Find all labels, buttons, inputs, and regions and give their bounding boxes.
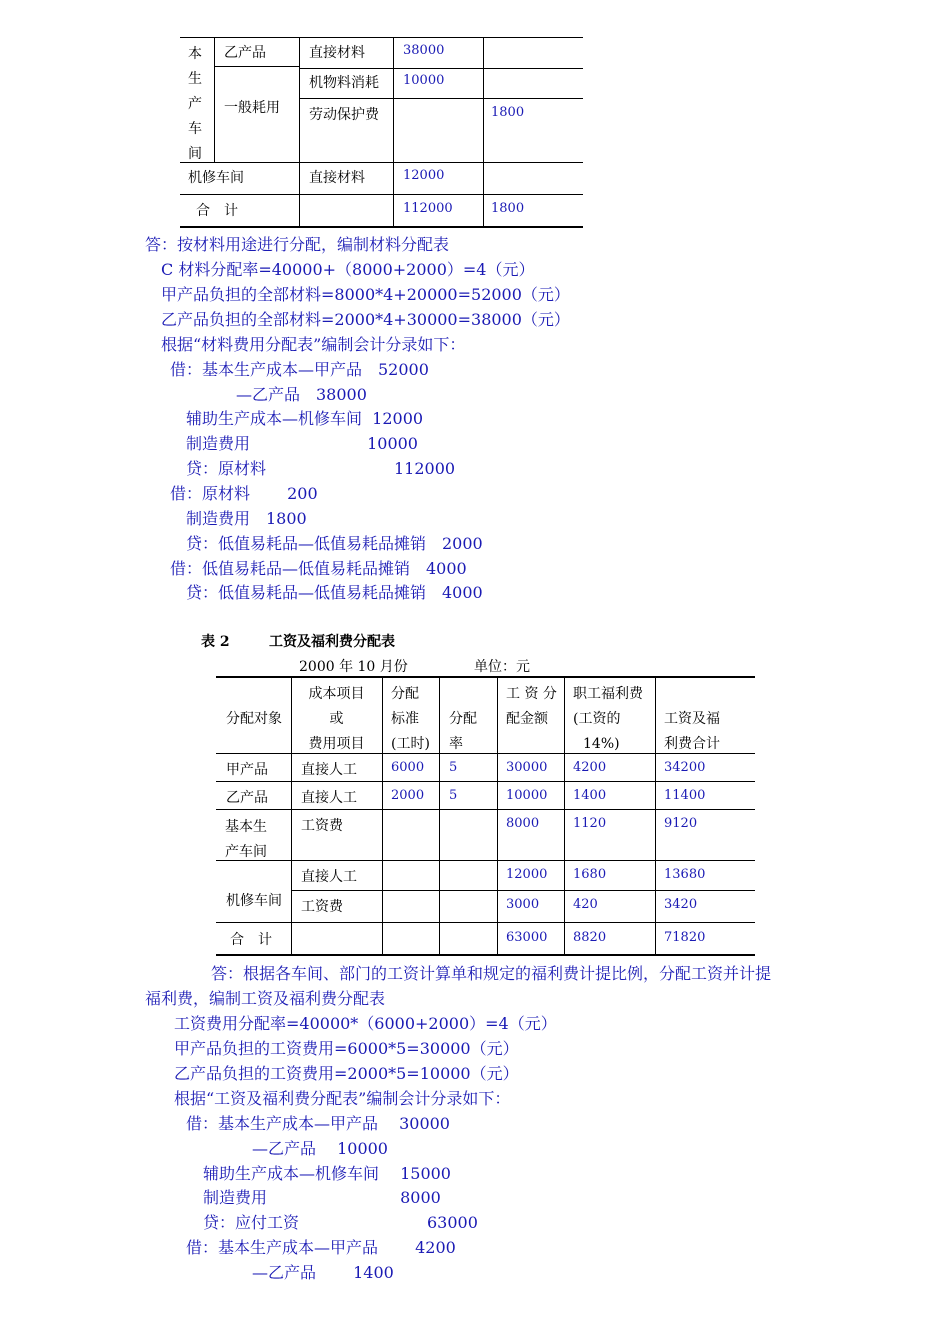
yi-product-cell: 乙产品	[224, 45, 266, 61]
answer-line: 答：根据各车间、部门的工资计算单和规定的福利费计提比例，分配工资并计提	[211, 964, 772, 983]
row-standard: 2000	[391, 788, 425, 803]
value-cell: 38000	[403, 43, 445, 58]
row-sum: 11400	[664, 788, 706, 803]
journal-line: 贷：低值易耗品—低值易耗品摊销 2000	[186, 534, 483, 553]
total-label: 合 计	[230, 932, 272, 948]
journal-line: 借：基本生产成本—甲产品 52000	[170, 360, 429, 379]
answer-line: C 材料分配率=40000+（8000+2000）=4（元）	[161, 260, 535, 279]
header-standard: 分配 标准 (工时)	[391, 686, 430, 752]
row-sum: 34200	[664, 760, 706, 775]
journal-line: 辅助生产成本—机修车间 15000	[203, 1164, 451, 1183]
row-welfare: 1400	[573, 788, 607, 803]
journal-line: 贷：原材料 112000	[186, 459, 456, 478]
row-welfare: 4200	[573, 760, 607, 775]
row-rate: 5	[449, 788, 458, 803]
row-welfare: 1120	[573, 816, 607, 831]
table-caption-number: 表 2	[201, 634, 230, 650]
total-sum: 71820	[664, 930, 706, 945]
row-amount: 30000	[506, 760, 548, 775]
row-item: 工资费	[301, 899, 343, 915]
journal-line: 贷：低值易耗品—低值易耗品摊销 4000	[186, 583, 483, 602]
direct-material-cell: 直接材料	[309, 45, 365, 61]
journal-line: 制造费用 1800	[186, 509, 307, 528]
row-sum: 9120	[664, 816, 698, 831]
answer-line: 工资费用分配率=40000*（6000+2000）=4（元）	[174, 1014, 557, 1033]
header-sum: 工资及福 利费合计	[664, 711, 720, 752]
row-item: 直接人工	[301, 762, 357, 778]
row-item: 工资费	[301, 818, 343, 834]
row-item: 直接人工	[301, 790, 357, 806]
repair-item-cell: 直接材料	[309, 170, 365, 186]
total-amount: 63000	[506, 930, 548, 945]
answer-line: 甲产品负担的工资费用=6000*5=30000（元）	[174, 1039, 519, 1058]
row-item: 直接人工	[301, 869, 357, 885]
journal-line: 借：原材料 200	[170, 484, 318, 503]
row-welfare: 420	[573, 897, 598, 912]
header-welfare: 职工福利费 (工资的 14%)	[573, 686, 643, 752]
total-label: 合 计	[196, 203, 238, 219]
general-use-cell: 一般耗用	[224, 100, 280, 116]
journal-line: 借：低值易耗品—低值易耗品摊销 4000	[170, 559, 467, 578]
row-amount: 12000	[506, 867, 548, 882]
value-cell: 1800	[491, 105, 525, 120]
header-rate: 分配 率	[449, 711, 477, 752]
table-unit: 单位：元	[474, 659, 530, 675]
journal-line: —乙产品 38000	[236, 385, 367, 404]
answer-line: 甲产品负担的全部材料=8000*4+20000=52000（元）	[161, 285, 570, 304]
header-object: 分配对象	[226, 711, 282, 727]
row-amount: 8000	[506, 816, 540, 831]
journal-line: —乙产品 10000	[252, 1139, 388, 1158]
labor-protection-cell: 劳动保护费	[309, 107, 379, 123]
table-caption-title: 工资及福利费分配表	[269, 634, 395, 650]
row-object: 基本生 产车间	[225, 819, 267, 860]
row-standard: 6000	[391, 760, 425, 775]
answer-line: 乙产品负担的工资费用=2000*5=10000（元）	[174, 1064, 519, 1083]
row-sum: 3420	[664, 897, 698, 912]
row-object: 乙产品	[226, 790, 268, 806]
journal-line: 辅助生产成本—机修车间 12000	[186, 409, 424, 428]
total-welfare: 8820	[573, 930, 607, 945]
header-amount: 工 资 分 配金额	[506, 686, 557, 727]
workshop-label: 本 生 产 车 间	[188, 46, 202, 162]
row-object: 甲产品	[226, 762, 268, 778]
row-rate: 5	[449, 760, 458, 775]
row-object: 机修车间	[226, 893, 282, 909]
journal-line: 贷：应付工资 63000	[203, 1213, 478, 1232]
journal-line: 借：基本生产成本—甲产品 4200	[186, 1238, 456, 1257]
journal-line: —乙产品 1400	[252, 1263, 394, 1282]
row-amount: 10000	[506, 788, 548, 803]
answer-line: 乙产品负担的全部材料=2000*4+30000=38000（元）	[161, 310, 570, 329]
value-cell: 10000	[403, 73, 445, 88]
journal-line: 制造费用 8000	[203, 1188, 441, 1207]
repair-workshop-cell: 机修车间	[188, 170, 244, 186]
row-welfare: 1680	[573, 867, 607, 882]
total-value-cell: 1800	[491, 201, 525, 216]
answer-line: 答：按材料用途进行分配，编制材料分配表	[145, 235, 450, 254]
answer-line: 根据“材料费用分配表”编制会计分录如下：	[161, 335, 466, 354]
row-sum: 13680	[664, 867, 706, 882]
row-amount: 3000	[506, 897, 540, 912]
total-value-cell: 112000	[403, 201, 453, 216]
value-cell: 12000	[403, 168, 445, 183]
journal-line: 借：基本生产成本—甲产品 30000	[186, 1114, 450, 1133]
header-item: 成本项目 或 费用项目	[308, 686, 365, 752]
journal-line: 制造费用 10000	[186, 434, 418, 453]
table-date: 2000 年 10 月份	[299, 659, 408, 675]
machine-material-cell: 机物料消耗	[309, 75, 379, 91]
answer-line: 根据“工资及福利费分配表”编制会计分录如下：	[174, 1089, 511, 1108]
answer-line: 福利费，编制工资及福利费分配表	[145, 989, 386, 1008]
